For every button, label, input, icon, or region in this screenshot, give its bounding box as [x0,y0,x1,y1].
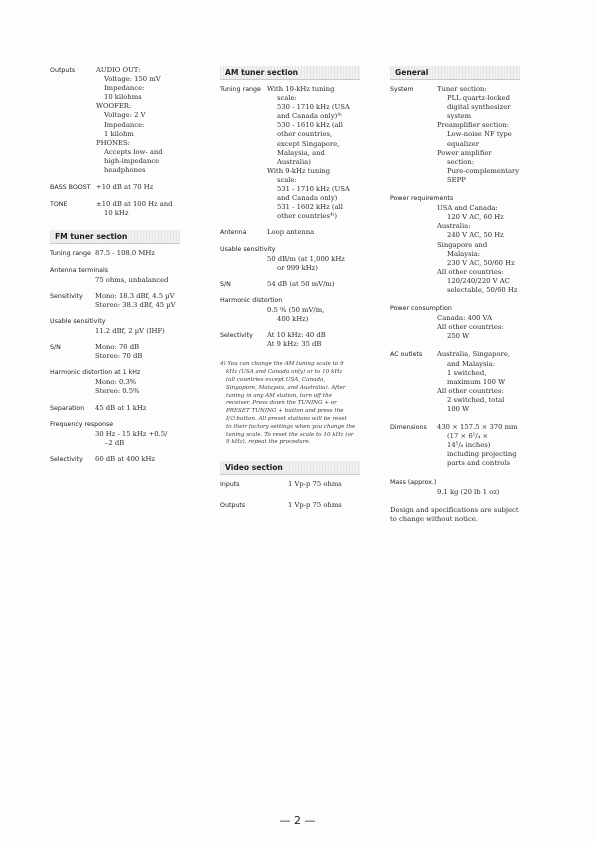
spec-label: Dimensions [390,424,427,432]
value-line: including projecting [447,450,517,459]
spec-value [437,85,520,185]
spec-label: Harmonic distortion at 1 kHz [50,369,141,377]
value-line: scale: [277,94,297,103]
value-line: All other countries: [437,386,504,395]
value-line: USA and Canada: [437,204,498,213]
value-line: Low-noise NF type [447,130,512,139]
spec-label: Tuning range [50,250,91,258]
value-line: Canada: 400 VA [437,314,493,323]
spec-frequency-response [50,420,180,448]
section-heading-general [390,66,520,80]
spec-antenna-terminals [50,266,180,285]
spec-value: 1 Vp-p 75 ohms [288,501,342,510]
value-line: 30 Hz - 15 kHz +0.5/ [95,429,168,438]
value-line: headphones [104,166,146,175]
spec-label: Inputs [220,481,240,489]
spec-value: 9.1 kg (20 lb 1 oz) [437,487,500,496]
spec-outputs [50,66,180,175]
value-line: –2 dB [105,438,125,447]
value-line: and Canada only)⁴⁾ [277,112,342,121]
value-line: 50 dB/m (at 1,000 kHz [267,254,345,263]
value-line: 120 V AC, 60 Hz [447,213,504,222]
value-line: Stereo: 70 dB [95,352,143,361]
value-line: 530 - 1710 kHz (USA [277,103,350,112]
design-notice [390,506,520,524]
spec-selectivity [50,455,180,464]
value-line: 531 - 1710 kHz (USA [277,185,350,194]
footnote-line: kHz (USA and Canada only) or to 10 kHz [226,369,343,376]
spec-label: AC outlets [390,351,423,359]
value-line: 400 kHz) [277,315,309,324]
spec-antenna [220,228,360,237]
value-line: Voltage: 2 V [104,111,146,120]
value-line: Stereo: 0.5% [95,387,140,396]
value-line: Australia: [437,222,471,231]
value-line: or 999 kHz) [277,263,318,272]
spec-value [96,200,180,218]
spec-power-consumption [390,304,520,341]
spec-value: 75 ohms, unbalanced [95,275,169,284]
spec-value [437,423,520,468]
value-line: Malaysia: [447,249,481,258]
value-line: other countries⁴⁾) [277,212,337,221]
value-line: other countries, [277,130,333,139]
spec-value: 87.5 - 108.0 MHz [95,249,155,258]
spec-value [95,292,180,310]
value-line: 120/240/220 V AC [447,276,510,285]
value-line: and Malaysia: [447,359,496,368]
footnote-line: 9 kHz), repeat the procedure. [226,439,311,446]
value-line: Impedance: [104,120,145,129]
value-line: With 9-kHz tuning [267,166,331,175]
section-heading-video [220,461,360,475]
spec-value [267,331,360,349]
spec-value: 45 dB at 1 kHz [95,403,147,412]
spec-value [96,66,180,175]
spec-value: 11.2 dBf, 2 µV (IHF) [95,326,165,335]
spec-label: Usable sensitivity [220,245,276,253]
section-title: FM tuner section [55,232,128,242]
spec-value: 60 dB at 400 kHz [95,454,156,463]
value-line: At 10 kHz: 40 dB [267,331,326,340]
spec-system [390,85,520,185]
value-line: 10 kHz [104,209,129,218]
spec-label: Antenna [220,229,247,237]
value-line: parts and controls [447,459,510,468]
page-number: — 2 — [279,814,316,827]
section-title: Video section [225,463,283,473]
value-line: Power amplifier [437,148,492,157]
value-line: selectable, 50/60 Hz [447,285,518,294]
value-line: (17 × 6¹/₄ × [447,432,489,441]
value-line: At 9 kHz: 35 dB [267,340,322,349]
value-line: PHONES: [96,138,130,147]
value-line: 230 V AC, 50/60 Hz [447,258,515,267]
value-line: Voltage: 150 mV [104,75,161,84]
value-line: system [447,112,472,121]
am-tuning-footnote [220,361,360,447]
spec-value: +10 dB at 70 Hz [96,183,154,192]
value-line: SEPP [447,175,466,184]
value-line: Mono: 0.3% [95,378,137,387]
notice-line: Design and specifications are subject [390,505,519,514]
value-line: except Singapore, [277,139,340,148]
column-left [50,66,180,471]
value-line: Impedance: [104,84,145,93]
footnote-line: 4) You can change the AM tuning scale to 9 [220,361,344,368]
section-heading-fm [50,230,180,244]
spec-video-outputs [220,501,360,510]
value-line: 2 switched, total [447,395,505,404]
spec-label: Selectivity [50,455,83,463]
section-title: AM tuner section [225,68,299,77]
spec-value [95,343,180,361]
spec-usable-sensitivity [50,317,180,336]
spec-bass-boost [50,183,180,192]
value-line: 531 - 1602 kHz (all [277,203,343,212]
spec-am-harmonic-distortion [220,296,360,324]
spec-value: Loop antenna [267,228,315,237]
spec-value: 54 dB (at 50 mV/m) [267,279,335,288]
spec-ac-outlets [390,350,520,414]
footnote-line: PRESET TUNING + button and press the [226,408,344,415]
value-line: 530 - 1610 kHz (all [277,121,343,130]
value-line: 1 kilohm [104,129,134,138]
value-line: Preamplifier section: [437,121,509,130]
value-line: Mono: 18.3 dBf, 4.5 µV [95,291,175,300]
value-line: WOOFER: [96,102,132,111]
value-line: All other countries: [437,323,504,332]
spec-label: S/N [50,344,61,352]
spec-am-tuning-range [220,85,360,221]
footnote-line: (all countries except USA, Canada, [226,376,326,383]
spec-sensitivity [50,292,180,310]
spec-label: Frequency response [50,420,114,428]
column-right [390,66,520,524]
spec-label: Separation [50,404,85,412]
spec-label: System [390,86,414,93]
spec-label: Power requirements [390,195,454,203]
value-line: Pure-complementary [447,166,520,175]
value-line: AUDIO OUT: [96,66,141,74]
value-line: Tuner section: [437,85,487,93]
section-title: General [395,68,429,77]
value-line: Australia, Singapore, [437,350,511,359]
value-line: Singapore and [437,240,488,249]
value-line: high-impedance [104,156,160,165]
spec-label: Usable sensitivity [50,317,106,325]
spec-am-selectivity [220,331,360,349]
spec-value [437,350,520,414]
column-middle [220,66,360,517]
spec-value: 1 Vp-p 75 ohms [288,480,342,489]
spec-tone [50,200,180,218]
value-line: PLL quartz-locked [447,94,510,103]
spec-dimensions [390,423,520,468]
spec-label: S/N [220,280,231,288]
spec-label: Outputs [50,67,76,74]
value-line: Australia) [277,157,311,166]
spec-label: Mass (approx.) [390,478,437,486]
value-line: digital synthesizer [447,103,511,112]
spec-label: Outputs [220,502,246,510]
spec-power-requirements [390,194,520,295]
spec-sn [50,343,180,361]
footnote-line: tuning scale. To reset the scale to 10 kHz (or [226,431,354,438]
spec-harmonic-distortion [50,368,180,396]
spec-value [267,85,360,221]
spec-label: Sensitivity [50,292,83,300]
spec-mass [390,478,520,497]
spec-label: Power consumption [390,305,452,313]
section-heading-am [220,66,360,80]
footnote-line: Singapore, Malaysia, and Australia). After [226,384,346,391]
value-line: 0.5 % (50 mV/m, [267,305,325,314]
spec-label: BASS BOOST [50,184,91,192]
value-line: Mono: 76 dB [95,343,140,352]
spec-label: Harmonic distortion [220,296,283,304]
spec-fm-tuning-range [50,249,180,258]
value-line: 1 switched, [447,368,487,377]
spec-am-sn [220,280,360,289]
spec-label: Tuning range [220,86,261,93]
value-line: Malaysia, and [277,148,325,157]
value-line: 14⁵/₈ inches) [447,441,491,450]
spec-label: Antenna terminals [50,266,109,274]
spec-label: Selectivity [220,332,253,340]
value-line: Accepts low- and [104,147,163,156]
value-line: equalizer [447,139,480,148]
footnote-line: to their factory settings when you change the [226,423,356,430]
value-line: With 10-kHz tuning [267,85,335,93]
footnote-line: I/⏻ button. All preset stations will be reset [226,415,347,422]
value-line: maximum 100 W [447,377,506,386]
value-line: section: [447,157,474,166]
value-line: 10 kilohms [104,93,142,102]
value-line: 100 W [447,405,470,413]
value-line: 240 V AC, 50 Hz [447,231,504,240]
spec-video-inputs [220,480,360,489]
value-line: All other countries: [437,267,504,276]
value-line: Stereo: 38.3 dBf, 45 µV [95,300,176,309]
footnote-line: tuning in any AM station, turn off the [226,392,332,399]
footnote-line: receiver. Press down the TUNING + or [226,400,337,407]
value-line: ±10 dB at 100 Hz and [96,200,173,209]
notice-line: to change without notice. [390,514,478,523]
value-line: scale: [277,175,297,184]
spec-am-usable-sensitivity [220,245,360,273]
value-line: and Canada only) [277,194,338,203]
spec-separation [50,404,180,413]
value-line: 250 W [447,332,470,341]
spec-label: TONE [50,201,68,209]
value-line: 430 × 157.5 × 370 mm [437,423,518,432]
